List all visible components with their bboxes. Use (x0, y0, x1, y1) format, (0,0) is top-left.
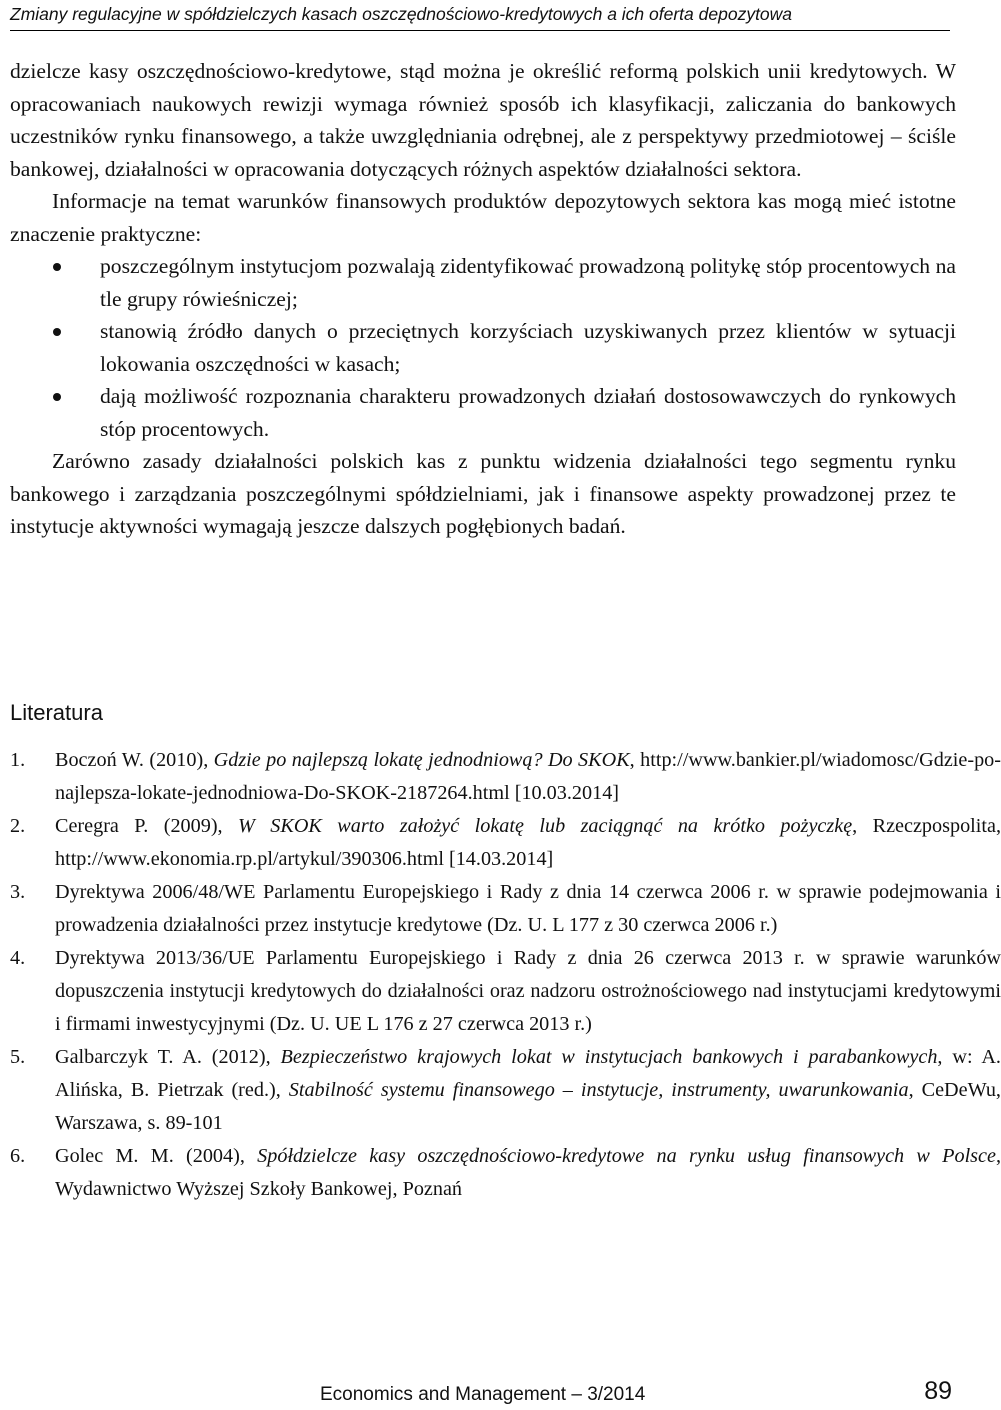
reference-item (10, 876, 1001, 942)
reference-number: 4. (10, 947, 26, 969)
literature-heading: Literatura (10, 700, 103, 725)
reference-text: , http://www.bankier.pl/wiadomosc/Gdzie-po-najlepsza-lokate-jednodniowa-Do-SKOK-2187264.html [10.03.2014] (55, 749, 1001, 804)
bullet-item (100, 315, 956, 380)
reference-text: , w: A. Alińska, B. Pietrzak (red.), (55, 1046, 1001, 1101)
reference-number: 1. (10, 749, 26, 771)
reference-text: , Rzeczpospolita, http://www.ekonomia.rp.pl/artykul/390306.html [14.03.2014] (55, 815, 1001, 870)
reference-number: 2. (10, 815, 26, 837)
paragraph-2: Informacje na temat warunków finansowych produktów depozytowych sektora kas mogą mieć istotne znaczenie praktyczne: (10, 189, 956, 246)
reference-number: 5. (10, 1046, 26, 1068)
body-text (10, 55, 956, 543)
reference-text: Golec M. M. (2004), (55, 1145, 258, 1167)
reference-text: , CeDeWu, Warszawa, s. 89-101 (55, 1079, 1001, 1134)
reference-text: Ceregra P. (2009), (55, 815, 239, 837)
bullet-list (10, 250, 956, 445)
reference-title: Stabilność systemu finansowego – instytucje, instrumenty, uwarunkowania (288, 1079, 909, 1101)
reference-list (10, 744, 1001, 1206)
reference-text: Dyrektywa 2006/48/WE Parlamentu Europejskiego i Rady z dnia 14 czerwca 2006 r. w sprawie podejmowania i prowadzenia działalności przez instytucje kredytowe (Dz. U. L 177 z 30 czerwca 2006 r.) (55, 881, 1001, 936)
reference-item (10, 1041, 1001, 1140)
reference-number: 6. (10, 1145, 26, 1167)
reference-item (10, 810, 1001, 876)
bullet-text: stanowią źródło danych o przeciętnych korzyściach uzyskiwanych przez klientów w sytuacji lokowania oszczędności w kasach; (100, 319, 956, 376)
reference-item (10, 942, 1001, 1041)
bullet-text: dają możliwość rozpoznania charakteru prowadzonych działań dostosowawczych do rynkowych stóp procentowych. (100, 384, 956, 441)
reference-number: 3. (10, 881, 26, 903)
footer-journal: Economics and Management – 3/2014 (320, 1384, 646, 1405)
bullet-dot-icon (53, 393, 61, 401)
bullet-dot-icon (53, 328, 61, 336)
reference-title: Spółdzielcze kasy oszczędnościowo-kredytowe na rynku usług finansowych w Polsce (257, 1145, 996, 1167)
reference-title: Gdzie po najlepszą lokatę jednodniową? Do SKOK (213, 749, 630, 771)
running-header: Zmiany regulacyjne w spółdzielczych kasach oszczędnościowo-kredytowych a ich oferta depozytowa (10, 0, 950, 31)
reference-text: Dyrektywa 2013/36/UE Parlamentu Europejskiego i Rady z dnia 26 czerwca 2013 r. w sprawie warunków dopuszczenia instytucji kredytowych do działalności oraz nadzoru ostrożnościowego nad instytucjami kredytowymi i firmami inwestycyjnymi (Dz. U. UE L 176 z 27 czerwca 2013 r.) (55, 947, 1001, 1035)
reference-title: Bezpieczeństwo krajowych lokat w instytucjach bankowych i parabankowych (280, 1046, 938, 1068)
closing-paragraph: Zarówno zasady działalności polskich kas z punktu widzenia działalności tego segmentu rynku bankowego i zarządzania poszczególnymi spółdzielniami, jak i finansowe aspekty prowadzonej przez te instytucje aktywności wymagają jeszcze dalszych pogłębionych badań. (10, 449, 956, 538)
paragraph-1: dzielcze kasy oszczędnościowo-kredytowe, stąd można je określić reformą polskich unii kredytowych. W opracowaniach naukowych rewizji wymaga również sposób ich klasyfikacji, zaliczania do bankowych uczestników rynku finansowego, a także uwzględniania odrębnej, ale z perspektywy przedmiotowej – ściśle bankowej, działalności w opracowania dotyczących różnych aspektów działalności sektora. (10, 59, 956, 181)
page-number: 89 (924, 1377, 952, 1405)
reference-title: W SKOK warto założyć lokatę lub zaciągnąć na krótko pożyczkę (238, 815, 853, 837)
bullet-item (100, 250, 956, 315)
reference-text: , Wydawnictwo Wyższej Szkoły Bankowej, Poznań (55, 1145, 1001, 1200)
reference-text: Boczoń W. (2010), (55, 749, 214, 771)
bullet-text: poszczególnym instytucjom pozwalają zidentyfikować prowadzoną politykę stóp procentowych na tle grupy rówieśniczej; (100, 254, 956, 311)
reference-item (10, 744, 1001, 810)
reference-text: Galbarczyk T. A. (2012), (55, 1046, 281, 1068)
bullet-dot-icon (53, 263, 61, 271)
reference-item (10, 1140, 1001, 1206)
bullet-item (100, 380, 956, 445)
